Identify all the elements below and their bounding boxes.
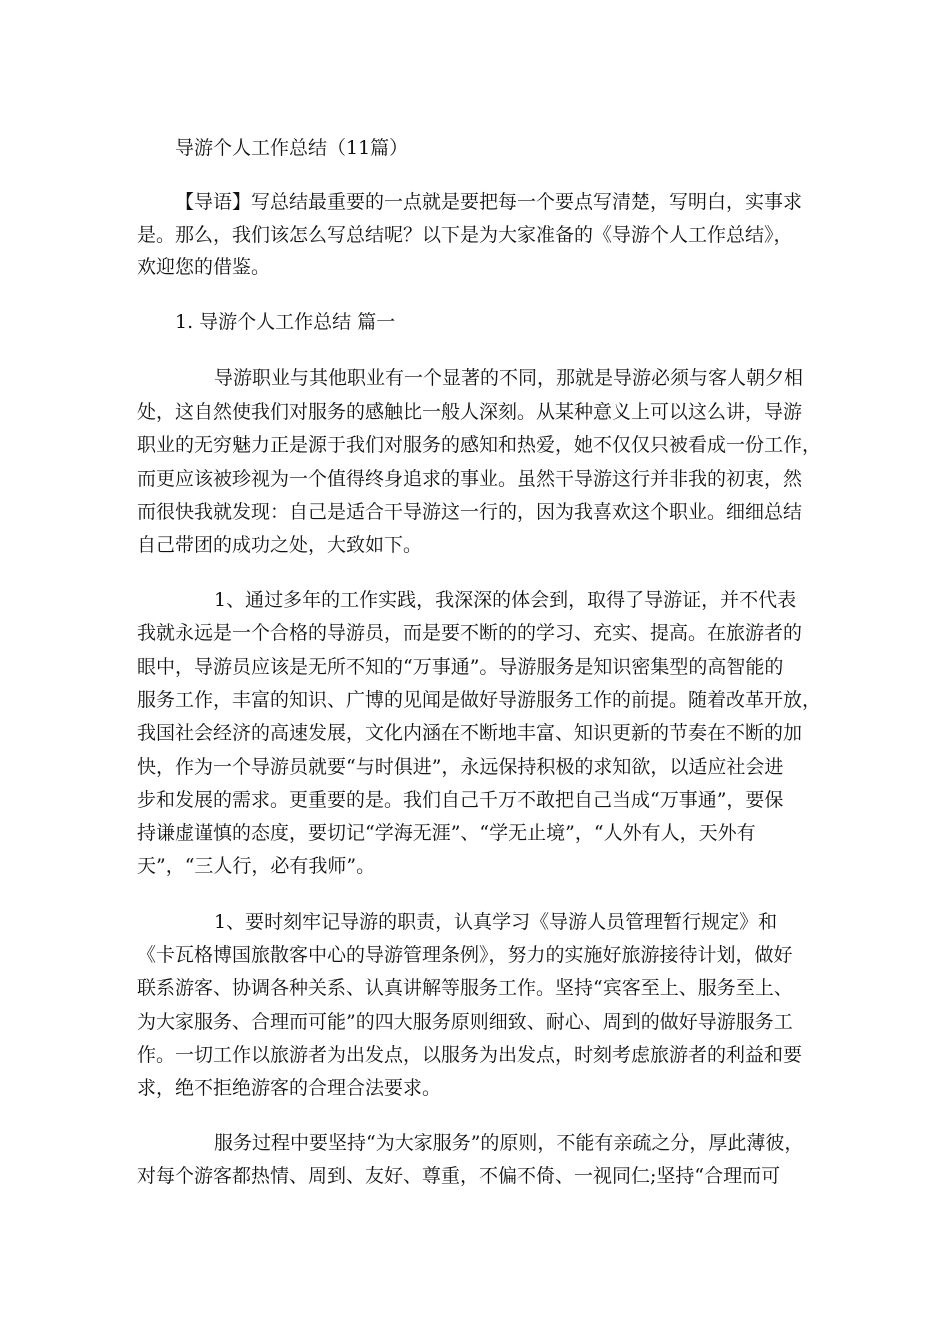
paragraph-line: 1、通过多年的工作实践，我深深的体会到，取得了导游证，并不代表 [214, 589, 797, 611]
intro-line: 【导语】写总结最重要的一点就是要把每一个要点写清楚，写明白，实事求 [175, 191, 803, 213]
paragraph-line: 而更应该被珍视为一个值得终身追求的事业。虽然干导游这行并非我的初衷，然 [137, 468, 803, 490]
section-heading: 1. 导游个人工作总结 篇一 [175, 311, 396, 333]
paragraph-line: 服务工作，丰富的知识、广博的见闻是做好导游服务工作的前提。随着改革开放， [137, 689, 822, 711]
intro-line: 是。那么，我们该怎么写总结呢？以下是为大家准备的《导游个人工作总结》， [137, 224, 793, 246]
paragraph-line: 求，绝不拒绝游客的合理合法要求。 [137, 1077, 442, 1099]
paragraph-line: 服务过程中要坚持“为大家服务”的原则，不能有亲疏之分，厚此薄彼， [214, 1132, 804, 1154]
paragraph-line: 职业的无穷魅力正是源于我们对服务的感知和热爱，她不仅仅只被看成一份工作， [137, 434, 822, 456]
paragraph-line: 《卡瓦格博国旅散客中心的导游管理条例》，努力的实施好旅游接待计划，做好 [137, 944, 793, 966]
paragraph-line: 对每个游客都热情、周到、友好、尊重，不偏不倚、一视同仁;坚持“合理而可 [137, 1165, 781, 1187]
paragraph-line: 导游职业与其他职业有一个显著的不同，那就是导游必须与客人朝夕相 [214, 367, 804, 389]
paragraph-line: 为大家服务、合理而可能”的四大服务原则细致、耐心、周到的做好导游服务工 [137, 1011, 793, 1033]
paragraph-line: 处，这自然使我们对服务的感触比一般人深刻。从某种意义上可以这么讲，导游 [137, 401, 803, 423]
paragraph-line: 天”，“三人行，必有我师”。 [137, 855, 376, 877]
paragraph-line: 1、要时刻牢记导游的职责，认真学习《导游人员管理暂行规定》和 [214, 911, 778, 933]
document-title: 导游个人工作总结（11篇） [175, 137, 409, 159]
paragraph-line: 作。一切工作以旅游者为出发点，以服务为出发点，时刻考虑旅游者的利益和要 [137, 1044, 803, 1066]
paragraph-line: 我国社会经济的高速发展，文化内涵在不断地丰富、知识更新的节奏在不断的加 [137, 722, 803, 744]
paragraph-line: 自己带团的成功之处，大致如下。 [137, 534, 423, 556]
paragraph-line: 眼中，导游员应该是无所不知的“万事通”。导游服务是知识密集型的高智能的 [137, 656, 784, 678]
paragraph-line: 步和发展的需求。更重要的是。我们自己千万不敢把自己当成“万事通”，要保 [137, 789, 784, 811]
paragraph-line: 我就永远是一个合格的导游员，而是要不断的的学习、充实、提高。在旅游者的 [137, 622, 803, 644]
paragraph-line: 联系游客、协调各种关系、认真讲解等服务工作。坚持“宾客至上、服务至上、 [137, 977, 793, 999]
paragraph-line: 持谦虚谨慎的态度，要切记“学海无涯”、“学无止境”，“人外有人，天外有 [137, 822, 756, 844]
paragraph-line: 快，作为一个导游员就要“与时俱进”，永远保持积极的求知欲，以适应社会进 [137, 756, 784, 778]
intro-line: 欢迎您的借鉴。 [137, 256, 271, 278]
paragraph-line: 而很快我就发现：自己是适合干导游这一行的，因为我喜欢这个职业。细细总结 [137, 501, 803, 523]
